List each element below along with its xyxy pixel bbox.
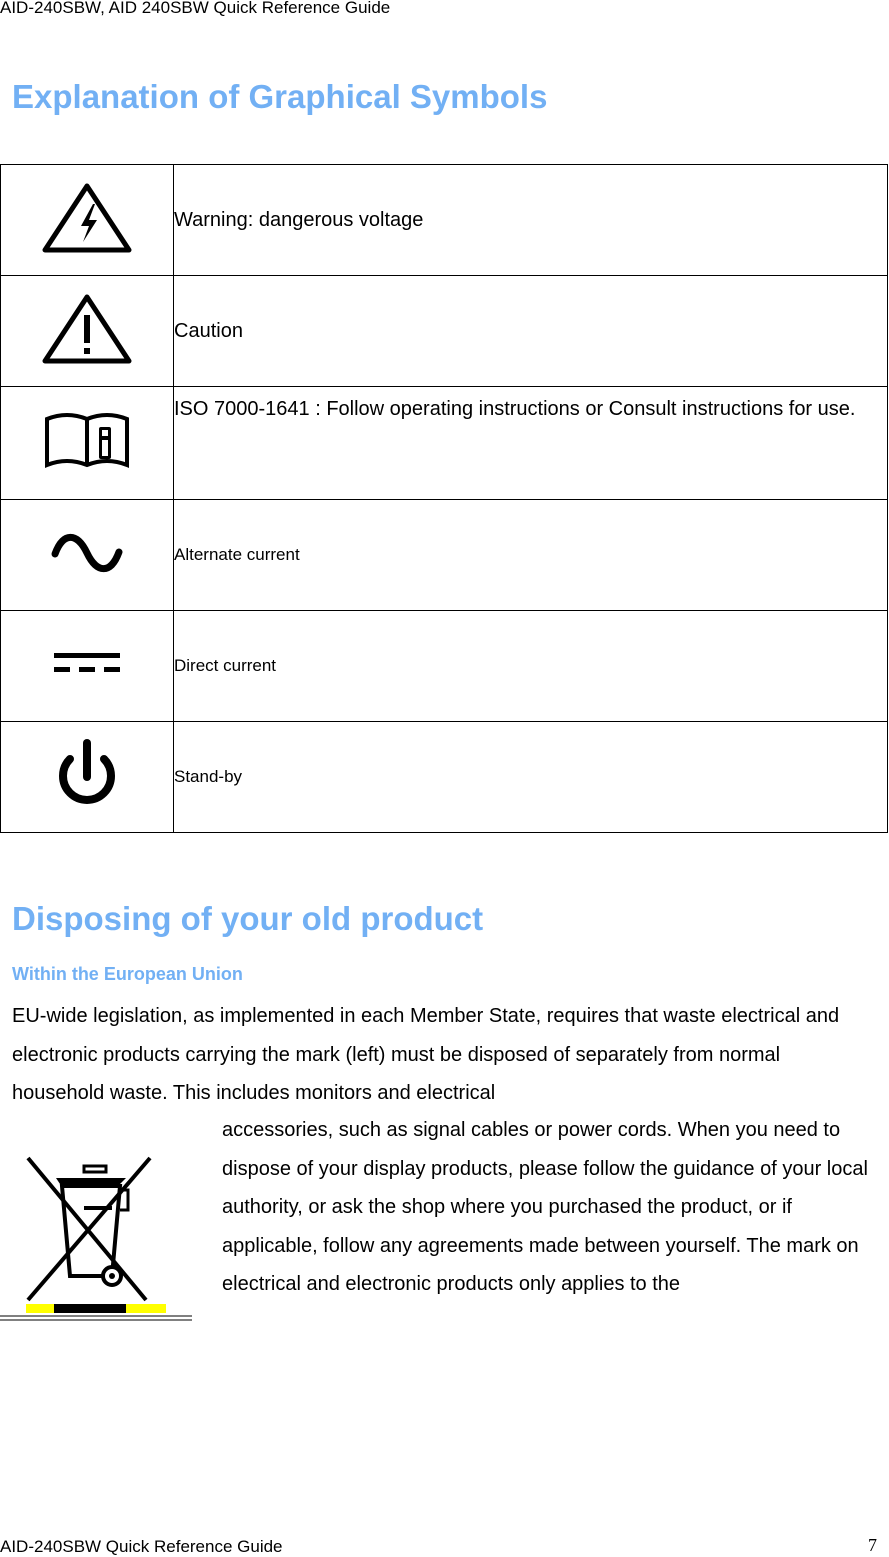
section-title-disposal: Disposing of your old product xyxy=(12,900,484,937)
standby-icon xyxy=(52,737,122,813)
direct-current-icon xyxy=(52,649,122,679)
table-row xyxy=(1,387,888,500)
page-footer: AID-240SBW Quick Reference Guide xyxy=(0,1537,283,1556)
symbol-description: Caution xyxy=(174,276,888,387)
symbol-description: Alternate current xyxy=(174,500,888,611)
disposal-paragraph-part2: accessories, such as signal cables or power cords. When you need to dispose of your display products, please follow the guidance of your local authority, or ask the shop where you purchased the product, or if applicable, follow any agreements made between yourself. The mark on electrical and electronic products only applies to the xyxy=(222,1119,868,1295)
symbols-table xyxy=(0,164,888,833)
symbol-description: Stand-by xyxy=(174,722,888,833)
symbol-cell xyxy=(1,165,174,276)
section-title-symbols: Explanation of Graphical Symbols xyxy=(12,78,548,115)
weee-symbol xyxy=(0,1150,194,1335)
symbol-description: ISO 7000-1641 : Follow operating instructions or Consult instructions for use. xyxy=(174,387,888,500)
caution-icon xyxy=(41,293,133,365)
operating-instructions-icon xyxy=(41,411,133,471)
table-row xyxy=(1,722,888,833)
table-row xyxy=(1,611,888,722)
symbol-cell xyxy=(1,276,174,387)
table-row xyxy=(1,276,888,387)
table-row xyxy=(1,500,888,611)
page-number: 7 xyxy=(868,1535,877,1555)
symbol-description: Warning: dangerous voltage xyxy=(174,165,888,276)
symbol-description: Direct current xyxy=(174,611,888,722)
symbol-cell xyxy=(1,387,174,500)
crossed-out-wheelie-bin-icon xyxy=(0,1150,194,1330)
subsection-title: Within the European Union xyxy=(12,964,243,984)
table-row xyxy=(1,165,888,276)
page-header: AID-240SBW, AID 240SBW Quick Reference Guide xyxy=(0,0,391,17)
disposal-paragraph-part1: EU-wide legislation, as implemented in each Member State, requires that waste electrical and electronic products carrying the mark (left) must be disposed of separately from normal household waste. This includes monitors and electrical xyxy=(12,1005,840,1104)
symbol-cell xyxy=(1,722,174,833)
symbol-cell xyxy=(1,500,174,611)
alternating-current-icon xyxy=(49,528,125,578)
symbol-cell xyxy=(1,611,174,722)
high-voltage-warning-icon xyxy=(41,182,133,254)
